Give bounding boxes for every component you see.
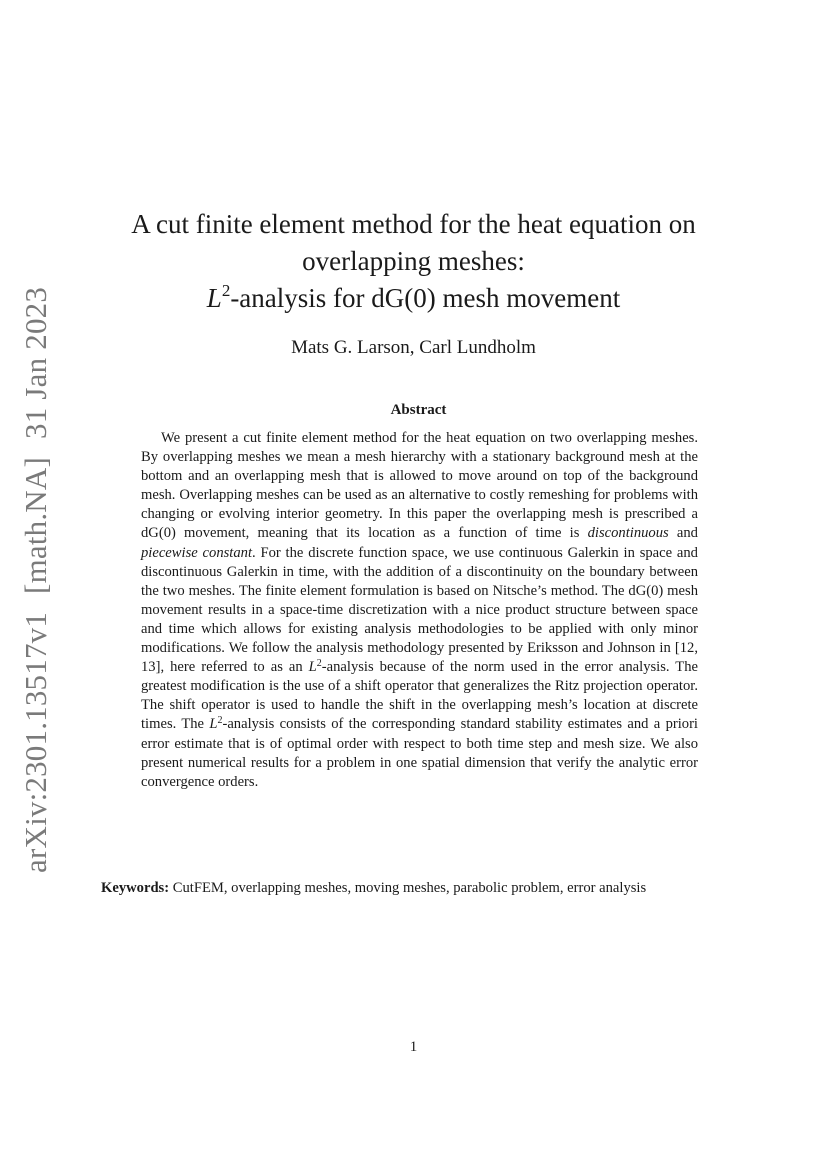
abstract-text-2: and — [668, 525, 698, 542]
arxiv-identifier-stamp — [16, 286, 56, 873]
abstract-body — [141, 429, 698, 792]
title-l2-variable: L — [206, 283, 222, 313]
abstract-text-5: -analysis consists of the corresponding standard stability estimates and a priori error estimate that is of optimal order with respect to both time step and mesh size. We also present numerical results for a problem in one spatial dimension that verify the analytic error convergence orders. — [141, 716, 698, 790]
abstract-l2-superscript-2: 2 — [217, 715, 223, 727]
page-number: 1 — [409, 1039, 418, 1055]
paper-title — [90, 206, 737, 317]
abstract-l2-variable-2: L — [209, 716, 218, 733]
abstract-text-1: We present a cut finite element method for the heat equation on two overlapping meshes. By overlapping meshes we mean a mesh hierarchy with a stationary background mesh at the bottom and an overlapping mesh that is allowed to move around on top of the background mesh. Overlapping meshes can be used as an alternative to costly remeshing for problems with changing or evolving interior geometry. In this paper the overlapping mesh is prescribed a dG(0) movement, meaning that its location as a function of time is — [141, 430, 698, 542]
arxiv-category: [math.NA] — [18, 456, 53, 594]
authors: Mats G. Larson, Carl Lundholm — [291, 337, 536, 358]
arxiv-id: arXiv:2301.13517v1 — [18, 611, 53, 873]
title-line-3 — [90, 280, 737, 317]
abstract-text-4: -analysis because of the norm used in the error analysis. The greatest modification is the use of a shift operator that generalizes the Ritz projection operator. The shift operator is used to handle the shift in the overlapping mesh’s location at discrete times. The — [141, 659, 698, 733]
arxiv-date: 31 Jan 2023 — [18, 286, 53, 439]
abstract-emphasis-discontinuous: discontinuous — [587, 525, 669, 542]
title-line-2: overlapping meshes: — [302, 246, 525, 276]
keywords — [101, 879, 738, 899]
title-l2-superscript: 2 — [221, 281, 231, 300]
abstract-emphasis-piecewise-constant: piecewise constant — [141, 544, 252, 561]
abstract-l2-variable: L — [308, 659, 317, 676]
abstract-heading: Abstract — [390, 402, 447, 418]
abstract-l2-superscript: 2 — [316, 658, 322, 670]
keywords-label: Keywords: — [101, 880, 170, 896]
title-line-1: A cut finite element method for the heat equation on — [131, 209, 696, 239]
abstract-text-3: . For the discrete function space, we use continuous Galerkin in space and discontinuous Galerkin in time, with the addition of a discontinuity on the boundary between the two meshes. The finite element formulation is based on Nitsche’s method. The dG(0) mesh movement results in a space-time discretization with a nice product structure between space and time which allows for existing analysis methodologies to be applied with only minor modifications. We follow the analysis methodology presented by Eriksson and Johnson in [12, 13], here referred to as an — [141, 544, 698, 676]
title-line-3-rest: -analysis for dG(0) mesh movement — [230, 283, 621, 313]
keywords-text: CutFEM, overlapping meshes, moving meshes, parabolic problem, error analysis — [169, 880, 647, 896]
